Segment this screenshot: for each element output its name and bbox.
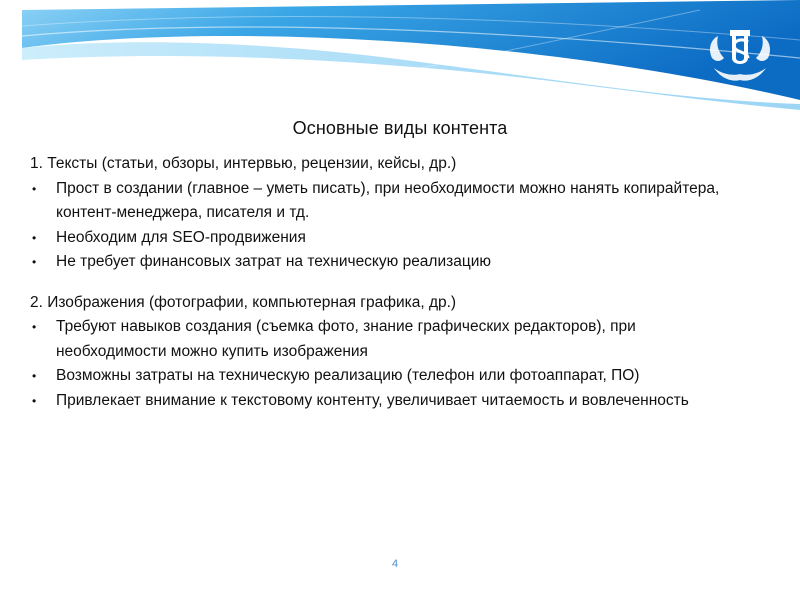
bullet-icon: • xyxy=(32,181,37,196)
section-heading-texts: 1. Тексты (статьи, обзоры, интервью, рецензии, кейсы, др.) xyxy=(30,155,457,172)
university-crest-icon xyxy=(704,24,776,86)
section-gap xyxy=(30,275,750,291)
bullet-list-images xyxy=(30,315,750,413)
section-heading-images: 2. Изображения (фотографии, компьютерная графика, др.) xyxy=(30,293,457,311)
list-item: • Прост в создании (главное – уметь писать), при необходимости можно нанять копирайтера, контент-менеджера, писателя и тд. xyxy=(30,177,750,226)
bullet-icon: • xyxy=(32,320,37,334)
slide-title: Основные виды контента xyxy=(292,118,508,138)
page-number: 4 xyxy=(392,558,399,570)
list-item: • Возможны затраты на техническую реализацию (телефон или фотоаппарат, ПО) xyxy=(30,364,750,389)
header-wave-banner xyxy=(0,0,800,110)
bullet-icon: • xyxy=(32,393,37,408)
list-item: • Требуют навыков создания (съемка фото, знание графических редакторов), при необходимости можно купить изображения xyxy=(30,315,750,364)
list-item: • Привлекает внимание к текстовому контенту, увеличивает читаемость и вовлеченность xyxy=(30,389,750,414)
slide-content xyxy=(30,152,750,413)
bullet-icon: • xyxy=(32,230,37,245)
bullet-icon: • xyxy=(32,369,37,383)
bullet-list-texts xyxy=(30,177,750,275)
bullet-icon: • xyxy=(32,255,37,269)
list-item: • Необходим для SEO-продвижения xyxy=(30,226,750,251)
list-item: • Не требует финансовых затрат на техническую реализацию xyxy=(30,250,750,275)
